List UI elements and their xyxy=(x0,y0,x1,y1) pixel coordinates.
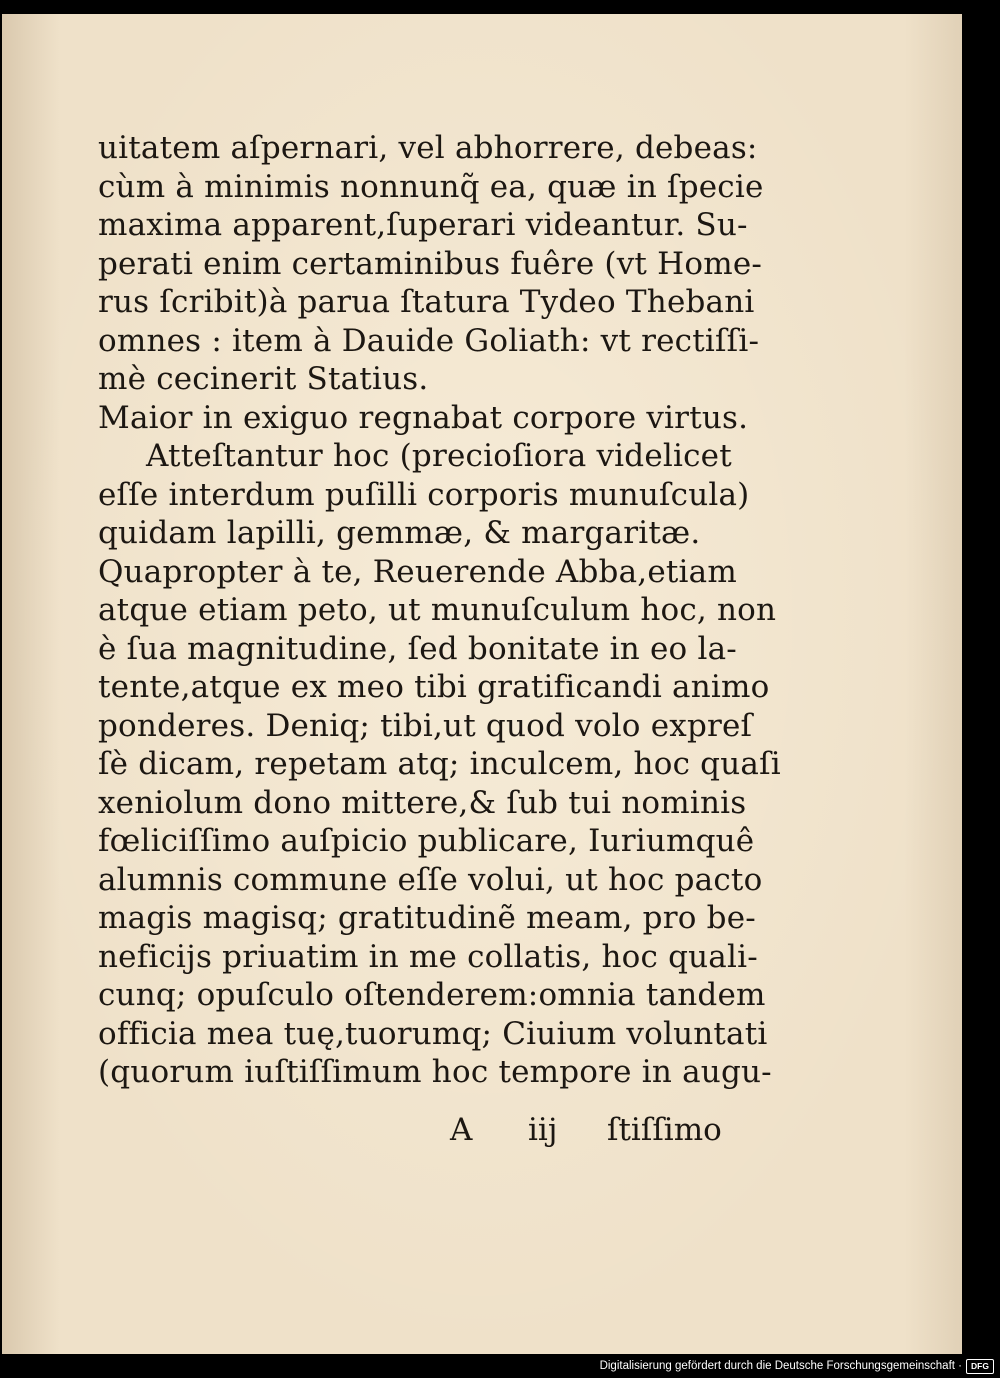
text-line-7: mè cecinerit Statius. xyxy=(98,361,429,397)
text-line-19: fœliciſſimo auſpicio publicare, Iuriumquê xyxy=(98,823,755,859)
digitization-credit xyxy=(600,1358,994,1374)
text-line-15: tente,atque ex meo tibi gratificandi animo xyxy=(98,669,770,705)
text-line-5: rus ſcribit)à parua ſtatura Tydeo Thebani xyxy=(98,284,755,320)
quoted-verse-line: Maior in exiguo regnabat corpore virtus. xyxy=(98,399,749,436)
text-line-18: xeniolum dono mittere,& ſub tui nominis xyxy=(98,784,747,821)
text-line-13: atque etiam peto, ut munuſculum hoc, non xyxy=(98,592,777,628)
text-line-16: ponderes. Deniq; tibi,ut quod volo expreſ xyxy=(98,707,753,744)
catchword: ſtiſſimo xyxy=(607,1112,722,1148)
text-line-3: maxima apparent,ſuperari videantur. Su- xyxy=(98,207,748,243)
paragraph-start-line: Atteſtantur hoc (precioſiora videlicet xyxy=(146,438,732,474)
text-line-2: cùm à minimis nonnunq̃ ea, quæ in ſpecie xyxy=(98,168,764,205)
signature-line xyxy=(2,1111,962,1149)
credit-text: Digitalisierung gefördert durch die Deutsche Forschungsgemeinschaft · xyxy=(599,1360,962,1372)
text-line-21: magis magisq; gratitudinẽ meam, pro be- xyxy=(98,900,756,936)
text-line-1: uitatem aſpernari, vel abhorrere, debeas: xyxy=(98,130,758,166)
page-text-block xyxy=(98,129,781,1092)
text-line-11: quidam lapilli, gemmæ, & margaritæ. xyxy=(98,515,701,551)
text-line-25: (quorum iuſtiſſimum hoc tempore in augu- xyxy=(98,1054,772,1090)
book-page xyxy=(2,14,962,1354)
text-line-10: eſſe interdum puſilli corporis munuſcula) xyxy=(98,476,750,513)
dfg-logo-icon: DFG xyxy=(966,1359,994,1374)
text-line-14: è ſua magnitudine, ſed bonitate in eo la- xyxy=(98,630,737,667)
signature-mark: A xyxy=(450,1112,473,1148)
text-line-23: cunq; opuſculo oſtenderem:omnia tandem xyxy=(98,977,766,1013)
text-line-12: Quapropter à te, Reuerende Abba,etiam xyxy=(98,553,737,590)
text-line-6: omnes : item à Dauide Goliath: vt rectiſſi- xyxy=(98,322,760,359)
text-line-24: officia mea tuę,tuorumq; Ciuium voluntati xyxy=(98,1015,768,1052)
text-line-4: perati enim certaminibus fuêre (vt Home- xyxy=(98,245,763,282)
text-line-17: ſè dicam, repetam atq; inculcem, hoc quaſi xyxy=(98,746,781,782)
text-line-22: neficijs priuatim in me collatis, hoc quali- xyxy=(98,938,758,975)
signature-number: iij xyxy=(528,1112,558,1148)
text-line-20: alumnis commune eſſe volui, ut hoc pacto xyxy=(98,861,763,898)
